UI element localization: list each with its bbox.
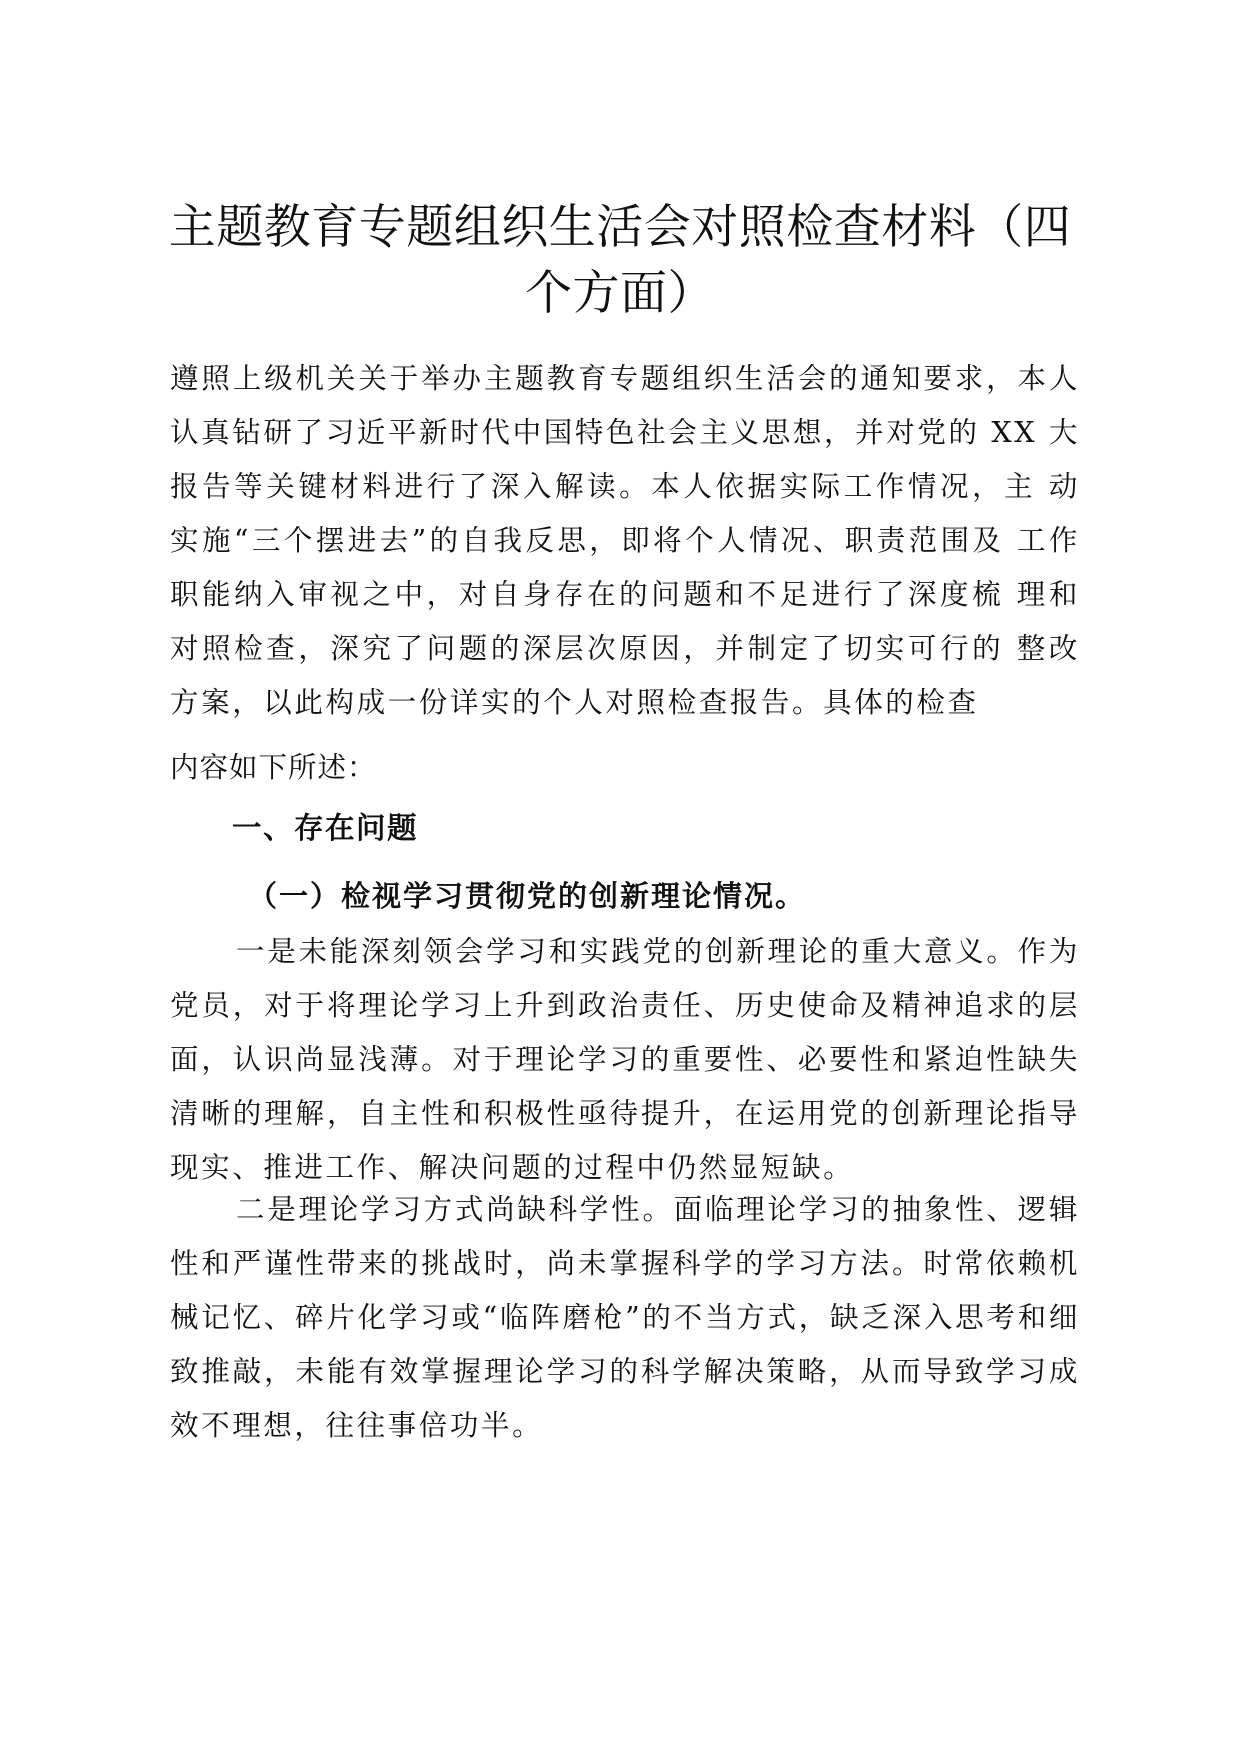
body-paragraph-1: 一是未能深刻领会学习和实践党的创新理论的重大意义。作为党员，对于将理论学习上升到政治责任、历史使命及精神追求的层面，认识尚显浅薄。对于理论学习的重要性、必要性和紧迫性缺失清晰的理解，自主性和积极性亟待提升，在运用党的创新理论指导现实、推进工作、解决问题的过程中仍然显短缺。 xyxy=(170,935,1080,1184)
document-title: 主题教育专题组织生活会对照检查材料（四个方面） xyxy=(168,200,1072,321)
section-heading-problems: 一、存在问题 xyxy=(232,811,419,845)
intro-paragraph: 遵照上级机关关于举办主题教育专题组织生活会的通知要求，本人认真钻研了习近平新时代中国特色社会主义思想，并对党的 XX 大报告等关键材料进行了深入解读。本人依据实际工作情况，主 动实施“三个摆进去”的自我反思，即将个人情况、职责范围及 工作职能纳入审视之中，对自身存在的问题和不足进行了深度梳 理和对照检查，深究了问题的深层次原因，并制定了切实可行的 整改方案，以此构成一份详实的个人对照检查报告。具体的检查 xyxy=(170,362,1080,719)
subsection-heading-theory-study: （一）检视学习贯彻党的创新理论情况。 xyxy=(248,879,807,913)
body-paragraph-2: 二是理论学习方式尚缺科学性。面临理论学习的抽象性、逻辑性和严谨性带来的挑战时，尚未掌握科学的学习方法。时常依赖机械记忆、碎片化学习或“临阵磨枪”的不当方式，缺乏深入思考和细致推敲，未能有效掌握理论学习的科学解决策略，从而导致学习成效不理想，往往事倍功半。 xyxy=(170,1193,1080,1442)
intro-paragraph-tail: 内容如下所述： xyxy=(170,751,377,784)
